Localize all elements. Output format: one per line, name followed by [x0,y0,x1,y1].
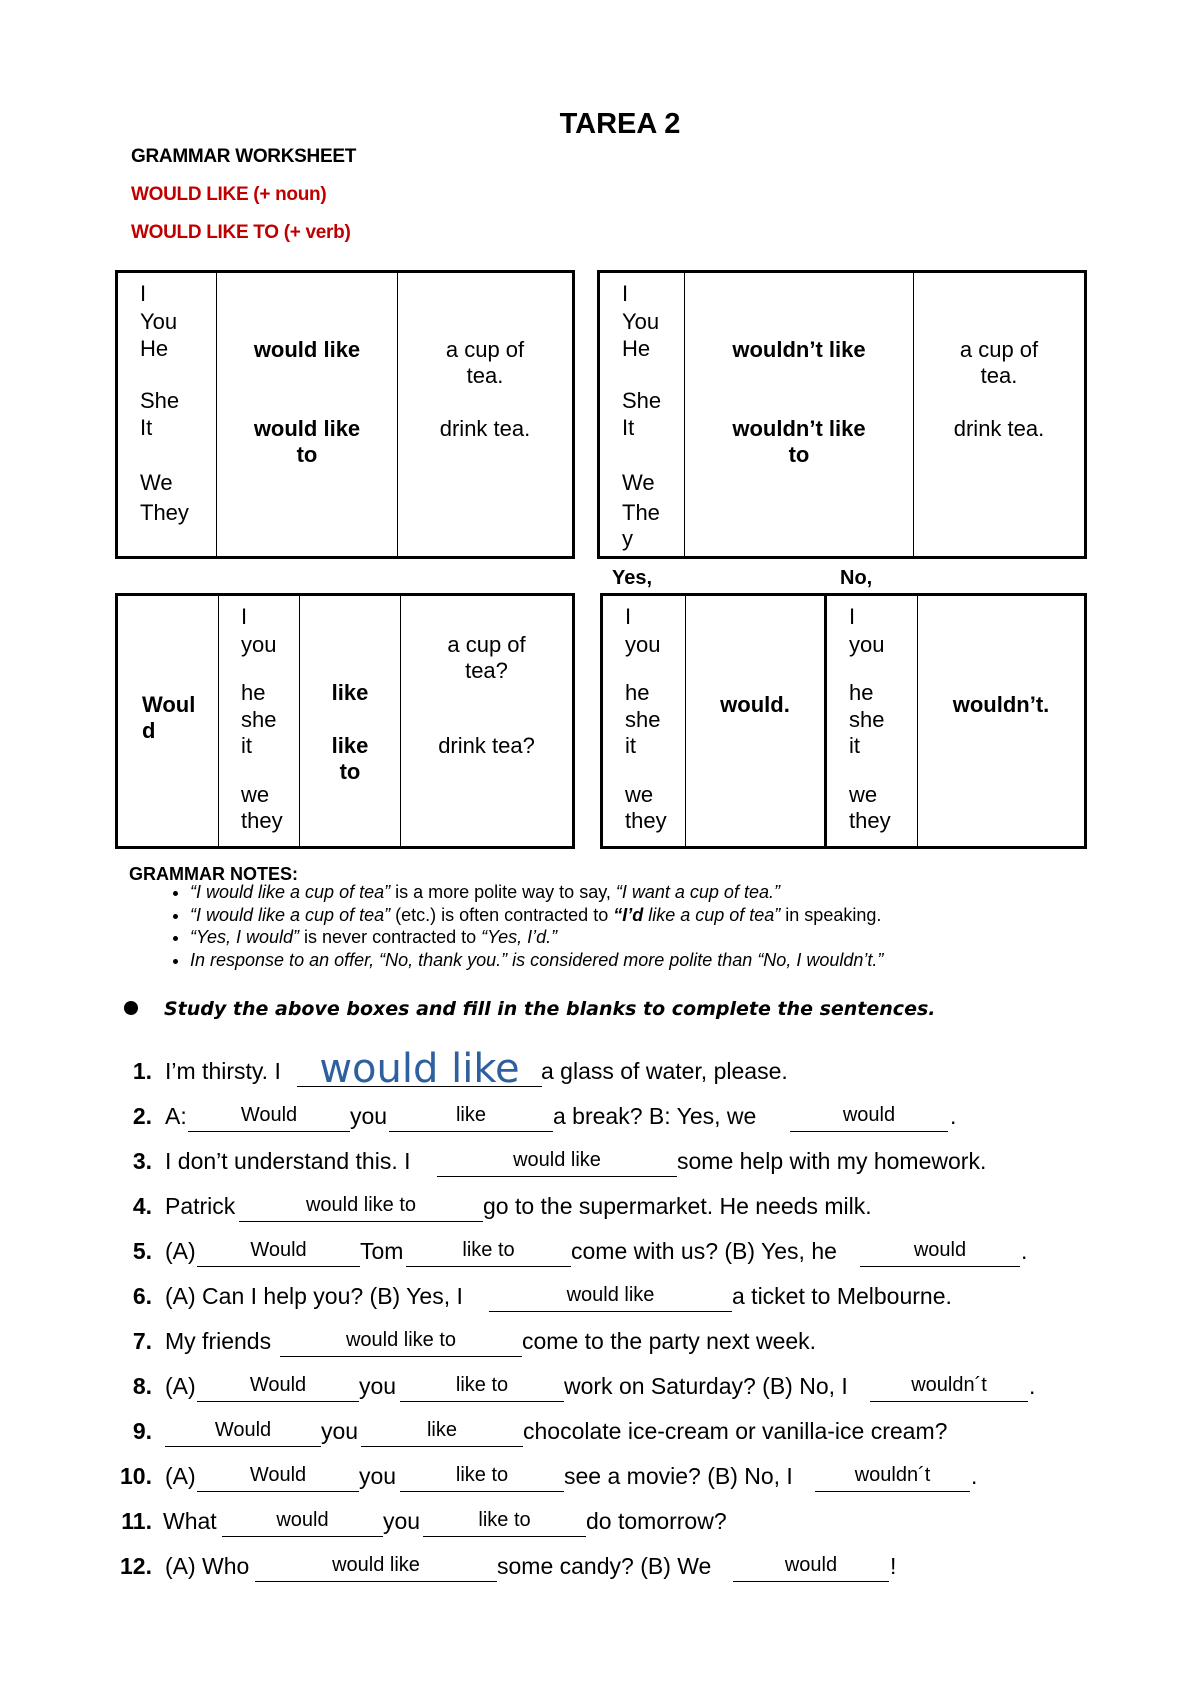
pronoun: you [241,632,277,657]
pronoun: It [140,415,153,440]
answer-blank[interactable]: Would [165,1418,321,1447]
short-answer-wouldnt: wouldn’t. [952,692,1050,717]
aux-would: Woul [142,692,196,717]
answer-blank[interactable]: Would [188,1103,350,1132]
pronoun: she [241,707,277,732]
verb-column [300,595,401,848]
verb-column [217,272,398,558]
object-column [914,272,1086,558]
answer-blank[interactable]: like [389,1103,553,1132]
yes-answer-column [686,595,826,848]
pronoun: he [849,680,874,705]
pronoun: You [140,309,178,334]
answer-blank[interactable]: like to [400,1373,564,1402]
grammar-notes-list [148,881,883,971]
no-pronoun-column [826,595,918,848]
yes-label: Yes, [612,567,653,589]
pronoun: We [140,470,173,495]
pronoun: she [625,707,661,732]
aux-column [117,595,219,848]
aux-would: d [142,718,156,743]
bullet-icon [124,1001,138,1015]
pronoun: it [241,733,252,758]
answer-blank[interactable]: like to [400,1463,564,1492]
note-item: • “I would like a cup of tea” (etc.) is often contracted to “I’d like a cup of tea” in speaking. [190,904,883,927]
answer-blank[interactable]: like to [406,1238,571,1267]
object-noun: a cup of tea? [447,632,526,684]
affirmative-table [115,270,575,559]
object-noun: a cup of tea. [445,337,525,389]
answer-blank[interactable]: would [790,1103,948,1132]
answer-blank[interactable]: would like [489,1283,732,1312]
pronoun: We [622,470,655,495]
verb-would-like: would like [253,337,361,362]
short-answer-table [600,593,1087,849]
note-item: • “Yes, I would” is never contracted to “Yes, I’d.” [190,926,883,949]
pronoun: they [625,808,667,833]
pronoun: I [622,281,629,306]
pronoun: she [849,707,885,732]
verb-like: like [331,680,369,705]
worksheet-subtitle: GRAMMAR WORKSHEET [131,146,356,167]
note-item: • In response to an offer, “No, thank you.” is considered more polite than “No, I wouldn’t.” [190,949,883,972]
pronoun: we [625,782,654,807]
answer-blank[interactable]: wouldn´t [870,1373,1028,1402]
answer-blank[interactable]: would like to [239,1193,483,1222]
question-table [115,593,575,849]
pronoun: he [241,680,266,705]
pronoun-column [599,272,685,558]
pronoun: I [241,604,248,629]
pronoun: he [625,680,650,705]
pronoun: it [849,733,860,758]
no-answer-column [918,595,1086,848]
pronoun-column [219,595,300,848]
answer-blank[interactable]: wouldn´t [815,1463,970,1492]
note-item: • “I would like a cup of tea” is a more polite way to say, “I want a cup of tea.” [190,881,883,904]
page-title: TAREA 2 [559,108,681,140]
object-noun: a cup of tea. [959,337,1039,389]
pronoun: I [849,604,856,629]
object-verb: drink tea? [438,733,535,758]
no-label: No, [840,567,873,589]
pronoun: I [140,281,147,306]
answer-blank[interactable]: would like [255,1553,497,1582]
pronoun: it [625,733,636,758]
pronoun: they [241,808,283,833]
pronoun: I [625,604,632,629]
pronoun: It [622,415,635,440]
pronoun-column [117,272,217,558]
answer-blank[interactable]: like [361,1418,523,1447]
pronoun: y [622,526,633,551]
pronoun: They [140,500,189,525]
pronoun: You [622,309,660,334]
verb-like-to: like to [331,733,369,785]
verb-would-like-to: would like to [253,416,361,468]
worksheet-page: TAREA 2 GRAMMAR WORKSHEET WOULD LIKE (+ noun) WOULD LIKE TO (+ verb) I You He She It We They would like would like to a cup of tea. drink tea. I You He She It We The y wouldn’t like wouldn’t like to a cup of tea. drink tea. Yes, No, Woul d I you he she it we they like like to a cup of tea? drink tea? I you he she it we they would. I you he she it we they wouldn’t. GRAMMAR NOTES: • “I would like a cup of tea” is a more polite way to say, “I want a cup of tea.” • “I would like a cup of tea” (etc.) is often contracted to “I’d like a cup of tea” in speaking. • “Yes, I would” is never contracted to “Yes, I’d.” • In response to an offer, “No, thank you.” is considered more polite than “No, I wouldn’t.” Study the above boxes and fill in the blanks to complete the sentences. 1. I’m thirsty. I would like a glass of water, please. 2. A: Would you like a break? B: Yes, we would . 3. I don’t understand this. I would like some help with my homework. 4. Patrick would like to go to the supermarket. He needs milk. 5. (A) Would Tom like to come with us? (B) Yes, he would . 6. (A) Can I help you? (B) Yes, I would like a ticket to Melbourne. 7. My friends would like to come to the party next week. 8. (A) Would you like to work on Saturday? (B) No, I wouldn´t . 9. Would you like chocolate ice-cream or vanilla-ice cream? 10. (A) Would you like to see a movie? (B) No, I wouldn´t . 11. What would you like to do tomorrow? 12. (A) Who would like some candy? (B) We would ! [0,0,1200,1698]
object-column [398,272,574,558]
pronoun: She [622,388,662,413]
pronoun: we [241,782,270,807]
grammar-notes-title: GRAMMAR NOTES: [129,864,298,884]
verb-wouldnt-like: wouldn’t like [732,337,866,362]
object-verb: drink tea. [439,416,531,441]
answer-blank[interactable]: would [860,1238,1020,1267]
pronoun: He [622,336,651,361]
answer-blank[interactable]: would like [297,1058,542,1087]
answer-blank[interactable]: Would [197,1463,359,1492]
pronoun: we [849,782,878,807]
answer-blank[interactable]: would like to [280,1328,522,1357]
yes-pronoun-column [602,595,686,848]
short-answer-would: would. [720,692,790,717]
answer-blank[interactable]: would [733,1553,889,1582]
answer-blank[interactable]: Would [197,1373,359,1402]
instruction: Study the above boxes and fill in the blanks to complete the sentences. [124,998,935,1020]
answer-blank[interactable]: would [222,1508,383,1537]
negative-table [597,270,1087,559]
answer-blank[interactable]: like to [423,1508,586,1537]
pronoun: you [625,632,661,657]
pronoun: She [140,388,180,413]
verb-column [685,272,914,558]
rule-would-like: WOULD LIKE (+ noun) [131,184,327,205]
pronoun: The [622,500,660,525]
rule-would-like-to: WOULD LIKE TO (+ verb) [131,222,351,243]
answer-blank[interactable]: would like [437,1148,677,1177]
pronoun: He [140,336,169,361]
answer-blank[interactable]: Would [197,1238,360,1267]
pronoun: you [849,632,885,657]
pronoun: they [849,808,891,833]
verb-wouldnt-like-to: wouldn’t like to [732,416,866,468]
object-column [401,595,574,848]
object-verb: drink tea. [953,416,1045,441]
